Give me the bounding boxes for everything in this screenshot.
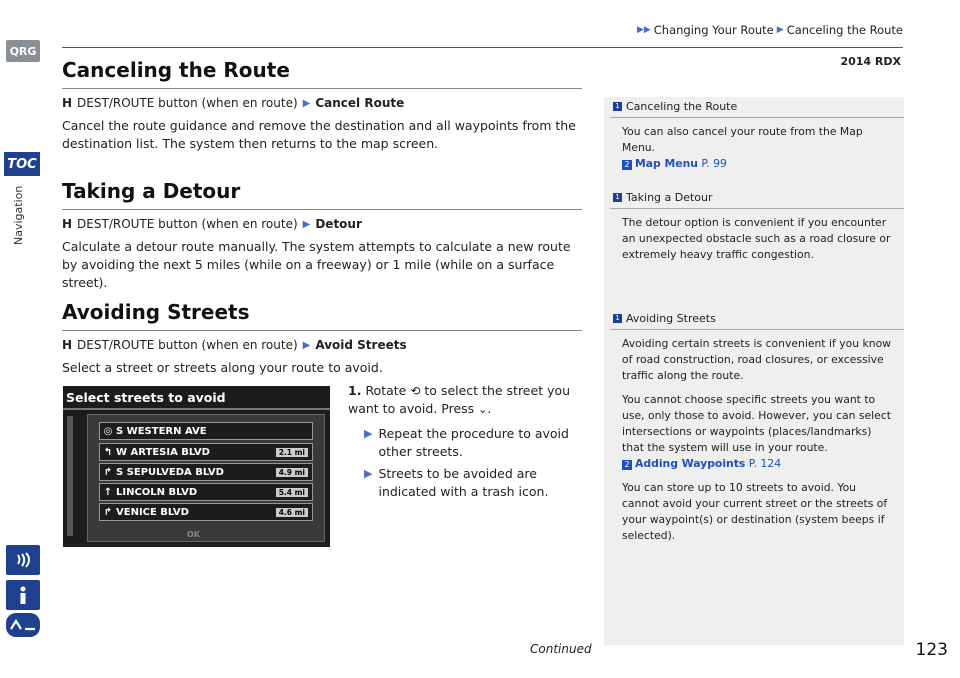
breadcrumb <box>637 23 903 37</box>
substep-text: Streets to be avoided are indicated with a trash icon. <box>378 466 549 499</box>
step-substep <box>364 465 588 501</box>
note-paragraph: You can store up to 10 streets to avoid. You cannot avoid your current street or the streets of your waypoint(s) or destination (system beeps if selected). <box>622 481 888 542</box>
home-button-icon: H <box>62 96 73 110</box>
screen-row <box>99 463 313 481</box>
note-canceling <box>610 97 904 172</box>
path-button-label: DEST/ROUTE button (when en route) <box>77 217 298 231</box>
step-list <box>348 382 588 501</box>
note-detour <box>610 188 904 263</box>
page-reference[interactable]: P. 124 <box>748 457 782 470</box>
menu-path <box>62 217 587 231</box>
note-avoiding <box>610 309 904 544</box>
screen-row <box>99 443 313 461</box>
dial-icon: ⟲ <box>410 384 421 398</box>
model-label: 2014 RDX <box>840 55 901 68</box>
note-text: The detour option is convenient if you encounter an unexpected obstacle such as a road closure or extremely heavy traffic congestion. <box>622 216 891 261</box>
note-paragraph: Avoiding certain streets is convenient if you know of road construction, road closures, or excessive traffic along the route. <box>622 337 892 382</box>
section-divider <box>62 88 582 89</box>
note-paragraph: You cannot choose specific streets you want to use, only those to avoid. However, you can select intersections or waypoints (places/landmarks) that the system will use in your route. <box>622 393 891 454</box>
section-label: Navigation <box>12 185 25 245</box>
section-body: Select a street or streets along your route to avoid. <box>62 360 383 375</box>
section-avoiding <box>62 300 587 377</box>
menu-path <box>62 338 587 352</box>
right-turn-icon: ↱ <box>103 506 113 518</box>
header-divider <box>62 47 903 48</box>
continued-label: Continued <box>530 642 592 656</box>
info-icon[interactable] <box>6 580 40 610</box>
note-title: Taking a Detour <box>626 191 713 204</box>
step-text: Rotate <box>365 383 407 398</box>
street-name: S SEPULVEDA BLVD <box>116 466 224 478</box>
path-arrow-icon: ▶ <box>302 218 311 230</box>
note-title: Avoiding Streets <box>626 312 716 325</box>
screen-row <box>99 503 313 521</box>
section-body: Calculate a detour route manually. The system attempts to calculate a new route by avoiding the next 5 miles (while on a freeway) or 1 mile (while on a surface street). <box>62 239 571 290</box>
section-title: Taking a Detour <box>62 179 241 203</box>
step-item <box>348 382 588 419</box>
street-name: W ARTESIA BLVD <box>116 446 210 458</box>
street-distance: 4.6 mi <box>276 508 308 517</box>
note-text: You can also cancel your route from the Map Menu. 2 Map Menu P. 99 <box>622 125 863 170</box>
note-title: Canceling the Route <box>626 100 738 113</box>
breadcrumb-arrow-icon: ▶ <box>776 25 784 35</box>
note-heading <box>610 188 904 209</box>
note-text <box>610 330 904 544</box>
voice-icon[interactable] <box>6 545 40 575</box>
step-text: . <box>487 401 492 416</box>
path-target-label: Detour <box>315 217 362 231</box>
step-substep <box>364 425 588 461</box>
step-number: 1. <box>348 383 362 398</box>
path-button-label: DEST/ROUTE button (when en route) <box>77 96 298 110</box>
qrg-tab[interactable]: QRG <box>6 40 40 62</box>
right-turn-icon: ↱ <box>103 466 113 478</box>
screen-title-divider <box>63 408 330 410</box>
section-body: Cancel the route guidance and remove the destination and all waypoints from the destination list. The system then returns to the map screen. <box>62 118 576 151</box>
substep-arrow-icon: ▶ <box>364 427 373 440</box>
note-marker-icon: 1 <box>613 193 622 202</box>
note-heading <box>610 97 904 118</box>
circle-icon: ◎ <box>103 425 113 437</box>
screen-ok-label: OK <box>187 530 200 539</box>
map-menu-link[interactable]: Map Menu <box>635 157 698 170</box>
street-distance: 5.4 mi <box>276 488 308 497</box>
note-heading <box>610 309 904 330</box>
path-arrow-icon: ▶ <box>302 97 311 109</box>
street-distance: 2.1 mi <box>276 448 308 457</box>
path-button-label: DEST/ROUTE button (when en route) <box>77 338 298 352</box>
path-target-label: Cancel Route <box>315 96 405 110</box>
page-number: 123 <box>915 640 948 660</box>
breadcrumb-arrow-icon: ▶▶ <box>636 25 651 35</box>
adding-waypoints-link[interactable]: Adding Waypoints <box>635 457 746 470</box>
page-reference[interactable]: P. 99 <box>701 157 727 170</box>
up-arrow-icon: ↑ <box>103 486 113 498</box>
note-marker-icon: 1 <box>613 314 622 323</box>
screen-title: Select streets to avoid <box>66 390 226 405</box>
enter-icon: ⌄ <box>478 403 488 416</box>
screen-row <box>99 483 313 501</box>
screen-scrollbar <box>67 416 73 536</box>
street-distance: 4.9 mi <box>276 468 308 477</box>
breadcrumb-item[interactable]: Canceling the Route <box>786 23 903 37</box>
note-marker-icon: 1 <box>613 102 622 111</box>
section-title: Avoiding Streets <box>62 300 250 324</box>
menu-path <box>62 96 587 110</box>
path-arrow-icon: ▶ <box>302 339 311 351</box>
breadcrumb-item[interactable]: Changing Your Route <box>653 23 774 37</box>
street-name: VENICE BLVD <box>116 506 189 518</box>
substep-arrow-icon: ▶ <box>364 467 373 480</box>
street-name: LINCOLN BLVD <box>116 486 198 498</box>
section-detour <box>62 179 587 292</box>
substep-text: Repeat the procedure to avoid other streets. <box>378 426 569 459</box>
section-canceling <box>62 58 587 153</box>
navigation-screen-image <box>63 386 330 547</box>
street-name: S WESTERN AVE <box>116 425 207 437</box>
home-icon[interactable] <box>6 613 40 637</box>
path-target-label: Avoid Streets <box>315 338 407 352</box>
screen-row <box>99 422 313 440</box>
home-button-icon: H <box>62 217 73 231</box>
home-button-icon: H <box>62 338 73 352</box>
link-arrow-icon: 2 <box>622 460 632 470</box>
section-divider <box>62 209 582 210</box>
section-title: Canceling the Route <box>62 58 290 82</box>
left-turn-icon: ↰ <box>103 446 113 458</box>
toc-tab[interactable]: TOC <box>4 152 40 176</box>
step-text: to select the street you want to avoid. Press <box>348 383 571 416</box>
section-divider <box>62 330 582 331</box>
link-arrow-icon: 2 <box>622 160 632 170</box>
